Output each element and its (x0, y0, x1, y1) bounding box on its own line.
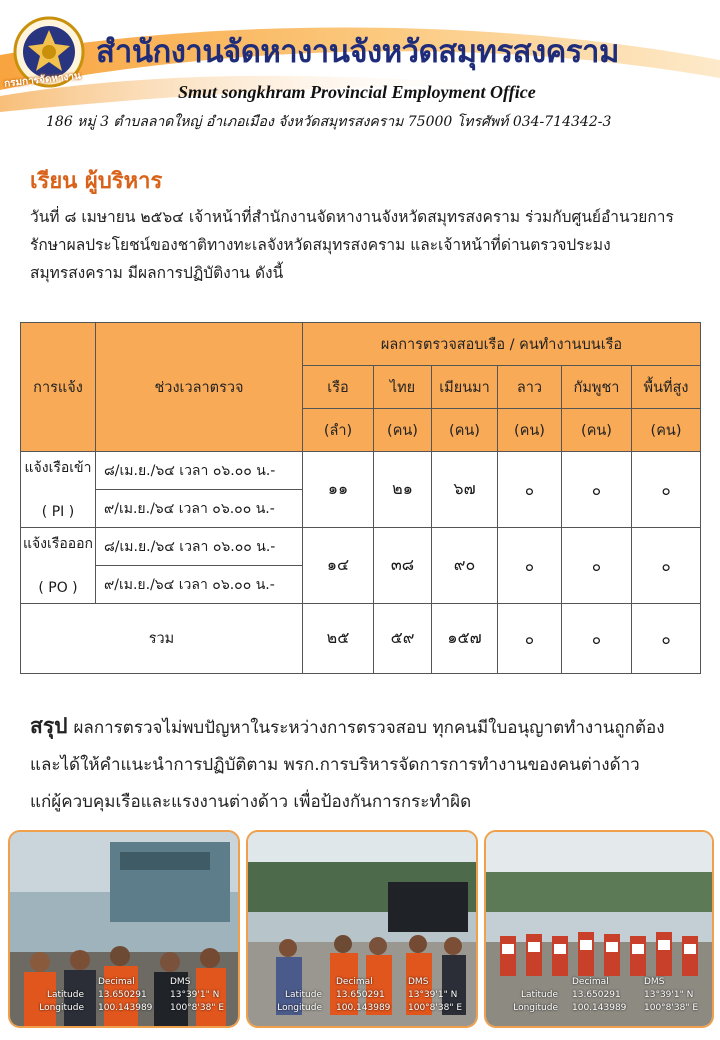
gps-overlay (248, 977, 476, 1016)
office-title-english: Smut songkhram Provincial Employment Office (178, 82, 536, 102)
gps-lat-decimal: 13.650291 (572, 990, 621, 1000)
gps-lat-decimal: 13.650291 (98, 990, 147, 1000)
notify-label: แจ้งเรือออก (22, 535, 94, 552)
gps-lat-decimal: 13.650291 (336, 990, 385, 1000)
gps-lon-dms: 100°8'38" E (408, 1003, 463, 1013)
total-myanmar: ๑๕๗ (432, 604, 498, 674)
gps-overlay (486, 977, 712, 1016)
intro-line: สมุทรสงคราม มีผลการปฏิบัติงาน ดังนี้ (30, 264, 284, 282)
summary-paragraph (30, 708, 710, 821)
value-highland: ๐ (632, 528, 701, 604)
header-laos: ลาว (498, 366, 562, 409)
unit-highland: (คน) (632, 409, 701, 452)
value-laos: ๐ (498, 528, 562, 604)
value-thai: ๓๘ (374, 528, 432, 604)
summary-line: และได้ให้คำแนะนำการปฏิบัติตาม พรก.การบริหารจัดการการทำงานของคนต่างด้าว (30, 755, 640, 775)
header-time-range: ช่วงเวลาตรวจ (96, 323, 303, 452)
photo-inspection-1 (8, 830, 240, 1028)
office-title: สำนักงานจัดหางานจังหวัดสมุทรสงคราม (96, 34, 619, 70)
header-thai: ไทย (374, 366, 432, 409)
department-logo (3, 14, 88, 104)
unit-myanmar: (คน) (432, 409, 498, 452)
gps-lon-dms: 100°8'38" E (644, 1003, 699, 1013)
gps-decimal-label: Decimal (98, 977, 135, 987)
value-thai: ๒๑ (374, 452, 432, 528)
total-highland: ๐ (632, 604, 701, 674)
salutation: เรียน ผู้บริหาร (30, 169, 163, 194)
photo-inspection-2 (246, 830, 478, 1028)
total-laos: ๐ (498, 604, 562, 674)
total-boats: ๒๕ (303, 604, 374, 674)
intro-paragraph (30, 203, 700, 287)
unit-cambodia: (คน) (562, 409, 632, 452)
table-row (21, 452, 701, 490)
total-label: รวม (21, 604, 303, 674)
header-notify: การแจ้ง (21, 323, 96, 452)
table-row (21, 528, 701, 566)
gps-lon-decimal: 100.143989 (336, 1003, 391, 1013)
unit-boats: (ลำ) (303, 409, 374, 452)
gps-lat-dms: 13°39'1" N (170, 990, 220, 1000)
table-total-row (21, 604, 701, 674)
value-cambodia: ๐ (562, 528, 632, 604)
gps-decimal-label: Decimal (336, 977, 373, 987)
unit-thai: (คน) (374, 409, 432, 452)
office-address: 186 หมู่ 3 ตำบลลาดใหญ่ อำเภอเมือง จังหวัดสมุทรสงคราม 75000 โทรศัพท์ 034-714342-3 (46, 114, 612, 130)
gps-lat-label: Latitude (46, 990, 84, 1000)
time-range: ๘/เม.ย./๖๔ เวลา ๐๖.๐๐ น.- (96, 528, 303, 566)
gps-overlay (10, 977, 238, 1016)
gps-lon-decimal: 100.143989 (98, 1003, 153, 1013)
value-cambodia: ๐ (562, 452, 632, 528)
photo-strip (8, 830, 714, 1032)
notify-code: ( PO ) (38, 579, 78, 596)
notify-label: แจ้งเรือเข้า (24, 459, 92, 476)
gps-lon-decimal: 100.143989 (572, 1003, 627, 1013)
time-range: ๙/เม.ย./๖๔ เวลา ๐๖.๐๐ น.- (96, 566, 303, 604)
value-laos: ๐ (498, 452, 562, 528)
header-highland: พื้นที่สูง (632, 366, 701, 409)
gps-dms-label: DMS (170, 977, 191, 987)
gps-decimal-label: Decimal (572, 977, 609, 987)
value-boats: ๑๔ (303, 528, 374, 604)
gps-lon-label: Longitude (39, 1003, 84, 1013)
gps-lon-label: Longitude (277, 1003, 322, 1013)
unit-laos: (คน) (498, 409, 562, 452)
value-myanmar: ๙๐ (432, 528, 498, 604)
gps-lat-dms: 13°39'1" N (644, 990, 694, 1000)
gps-dms-label: DMS (408, 977, 429, 987)
header-inspection-group: ผลการตรวจสอบเรือ / คนทำงานบนเรือ (303, 323, 701, 366)
letterhead (0, 0, 720, 140)
total-cambodia: ๐ (562, 604, 632, 674)
total-thai: ๕๙ (374, 604, 432, 674)
summary-lead: สรุป (30, 714, 68, 738)
inspection-results-table (20, 322, 701, 674)
notify-code: ( PI ) (41, 503, 75, 520)
gps-lon-dms: 100°8'38" E (170, 1003, 225, 1013)
value-highland: ๐ (632, 452, 701, 528)
gps-lat-label: Latitude (520, 990, 558, 1000)
notify-cell-inbound (21, 452, 96, 528)
time-range: ๘/เม.ย./๖๔ เวลา ๐๖.๐๐ น.- (96, 452, 303, 490)
intro-line: วันที่ ๘ เมษายน ๒๕๖๔ เจ้าหน้าที่สำนักงานจัดหางานจังหวัดสมุทรสงคราม ร่วมกับศูนย์อำนวยการ (30, 208, 674, 226)
header-boats: เรือ (303, 366, 374, 409)
gps-dms-label: DMS (644, 977, 665, 987)
gps-lon-label: Longitude (513, 1003, 558, 1013)
summary-line: แก่ผู้ควบคุมเรือและแรงงานต่างด้าว เพื่อป้องกันการกระทำผิด (30, 792, 472, 812)
summary-line: ผลการตรวจไม่พบปัญหาในระหว่างการตรวจสอบ ทุกคนมีใบอนุญาตทำงานถูกต้อง (73, 718, 665, 738)
header-myanmar: เมียนมา (432, 366, 498, 409)
logo-caption: กรมการจัดหางาน (3, 70, 82, 90)
intro-line: รักษาผลประโยชน์ของชาติทางทะเลจังหวัดสมุทรสงคราม และเจ้าหน้าที่ด่านตรวจประมง (30, 236, 611, 254)
photo-inspection-3 (484, 830, 714, 1028)
value-boats: ๑๑ (303, 452, 374, 528)
value-myanmar: ๖๗ (432, 452, 498, 528)
emblem-icon (10, 14, 88, 104)
notify-cell-outbound (21, 528, 96, 604)
time-range: ๙/เม.ย./๖๔ เวลา ๐๖.๐๐ น.- (96, 490, 303, 528)
header-cambodia: กัมพูชา (562, 366, 632, 409)
gps-lat-dms: 13°39'1" N (408, 990, 458, 1000)
gps-lat-label: Latitude (284, 990, 322, 1000)
